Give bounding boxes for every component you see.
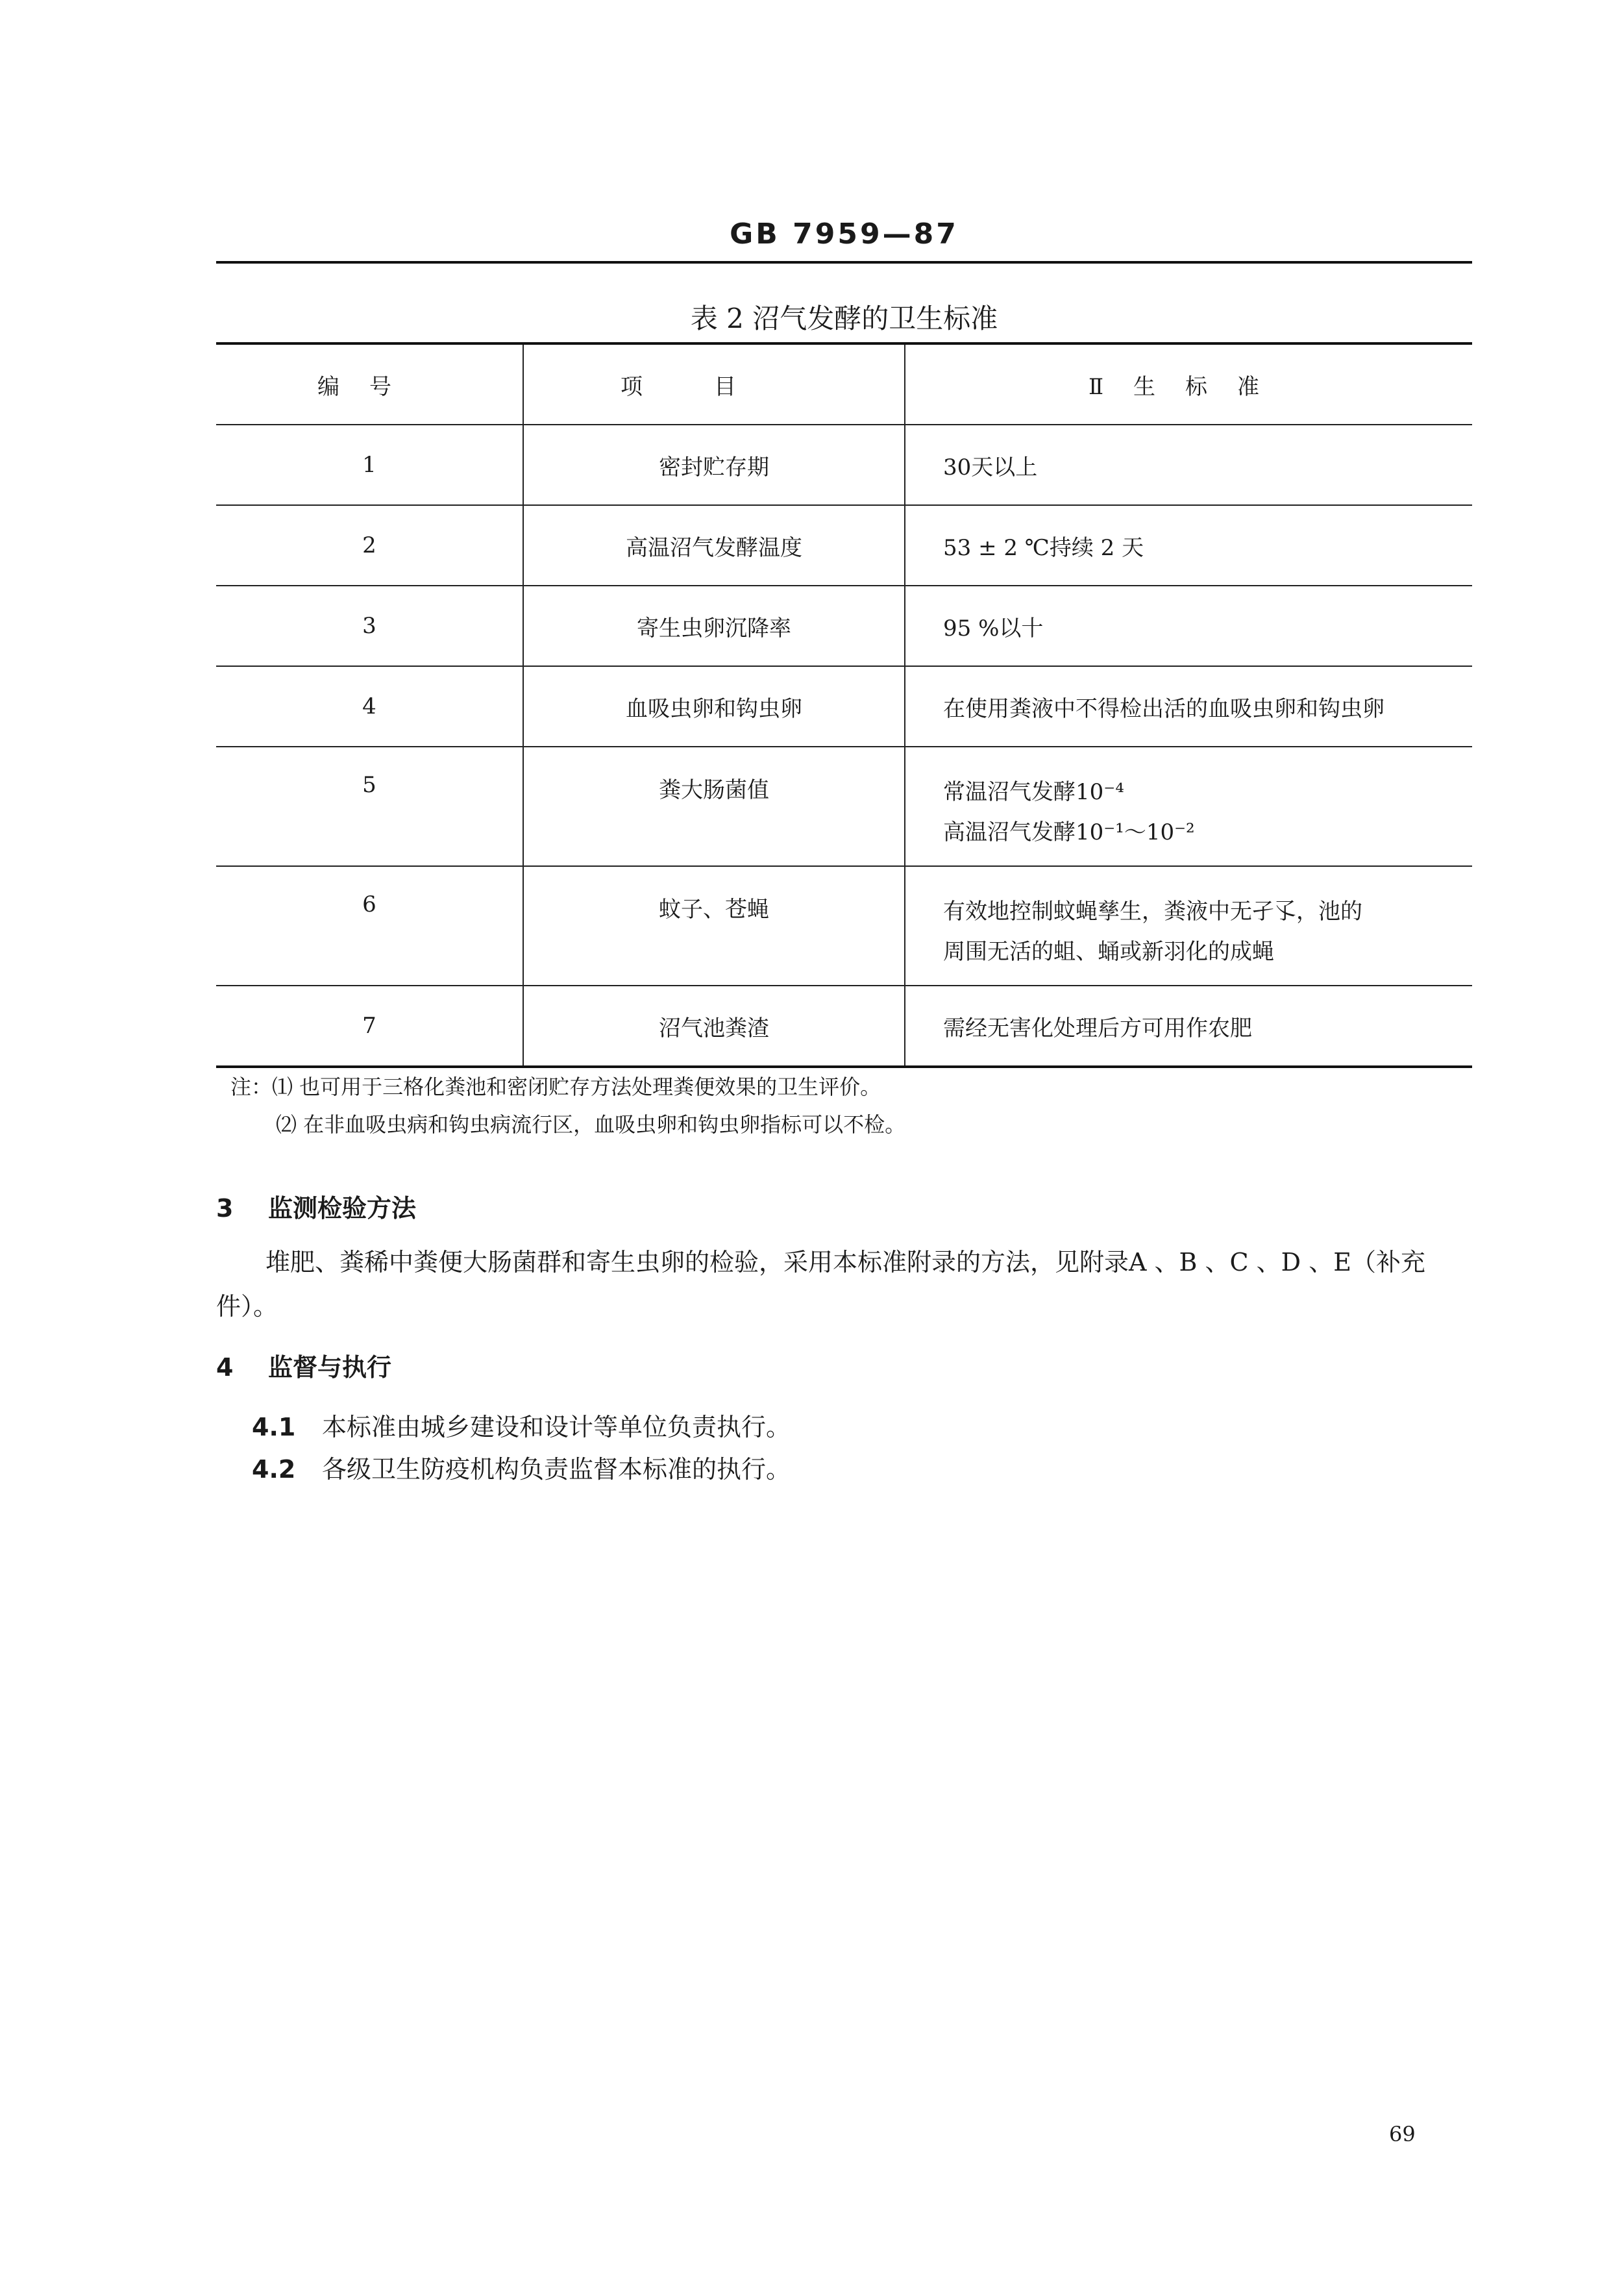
hygiene-standard-table <box>216 342 1472 1068</box>
column-header-standard: Ⅱ生标准 <box>1088 373 1290 400</box>
row-number: 6 <box>362 891 376 917</box>
table-row <box>216 425 1472 505</box>
section-3-paragraph: 堆肥、粪稀中粪便大肠菌群和寄生虫卵的检验，采用本标准附录的方法，见附录A 、B 、C 、D 、E（补充件）。 <box>216 1248 1425 1321</box>
table-caption: 表 2 沼气发酵的卫生标准 <box>690 303 998 334</box>
section-title: 监督与执行 <box>268 1353 392 1382</box>
header-rule <box>216 261 1472 264</box>
row-item: 寄生虫卵沉降率 <box>523 586 905 666</box>
clause-number: 4.2 <box>252 1455 296 1484</box>
note-line: ⑵ 在非血吸虫病和钩虫病流行区，血吸虫卵和钩虫卵指标可以不检。 <box>276 1112 906 1137</box>
row-standard: 95 %以十 <box>943 615 1044 641</box>
table-notes <box>230 1068 905 1143</box>
row-standard: 在使用粪液中不得检出活的血吸虫卵和钩虫卵 <box>943 695 1384 722</box>
row-item: 沼气池粪渣 <box>523 986 905 1067</box>
clause-text: 本标准由城乡建设和设计等单位负责执行。 <box>322 1413 791 1441</box>
row-standard: 30天以上 <box>943 454 1038 480</box>
table-row <box>216 866 1472 986</box>
standard-line: 周围无活的蛆、蛹或新羽化的成蝇 <box>943 939 1274 965</box>
standard-line: 常温沼气发酵10⁻⁴ <box>943 779 1124 805</box>
standard-line: 高温沼气发酵10⁻¹～10⁻² <box>943 819 1195 845</box>
standard-line: 有效地控制蚊蝇孳生，粪液中无孑孓，池的 <box>943 899 1362 925</box>
column-header-item: 项目 <box>523 343 905 425</box>
table-row <box>216 666 1472 747</box>
column-header-no: 编号 <box>317 373 421 400</box>
row-item: 高温沼气发酵温度 <box>523 505 905 586</box>
section-heading-4 <box>216 1347 391 1383</box>
row-item: 血吸虫卵和钩虫卵 <box>523 666 905 747</box>
row-item: 粪大肠菌值 <box>523 747 905 866</box>
row-number: 2 <box>362 532 376 558</box>
row-number: 5 <box>362 772 376 798</box>
note-line: 注：⑴ 也可用于三格化粪池和密闭贮存方法处理粪便效果的卫生评价。 <box>230 1075 881 1099</box>
clause-number: 4.1 <box>252 1413 296 1441</box>
table-row <box>216 586 1472 666</box>
section-number: 3 <box>216 1194 234 1223</box>
row-number: 1 <box>362 452 376 478</box>
clause-4-2 <box>252 1449 791 1485</box>
table-row <box>216 986 1472 1067</box>
clause-4-1 <box>252 1407 791 1443</box>
table-row <box>216 505 1472 586</box>
row-standard: 53 ± 2 ℃持续 2 天 <box>943 534 1144 561</box>
row-standard <box>905 747 1472 866</box>
row-item: 蚊子、苍蝇 <box>523 866 905 986</box>
row-number: 3 <box>362 613 376 639</box>
row-item: 密封贮存期 <box>523 425 905 505</box>
clause-text: 各级卫生防疫机构负责监督本标准的执行。 <box>322 1455 791 1484</box>
row-number: 4 <box>362 693 376 719</box>
section-number: 4 <box>216 1353 234 1382</box>
section-title: 监测检验方法 <box>268 1194 417 1223</box>
table-header-row <box>216 343 1472 425</box>
section-heading-3 <box>216 1188 416 1224</box>
page-number: 69 <box>1389 2122 1416 2147</box>
standard-code-header: GB 7959—87 <box>730 218 959 251</box>
row-standard: 需经无害化处理后方可用作农肥 <box>943 1015 1252 1041</box>
row-standard <box>905 866 1472 986</box>
table-row <box>216 747 1472 866</box>
row-number: 7 <box>362 1013 376 1039</box>
